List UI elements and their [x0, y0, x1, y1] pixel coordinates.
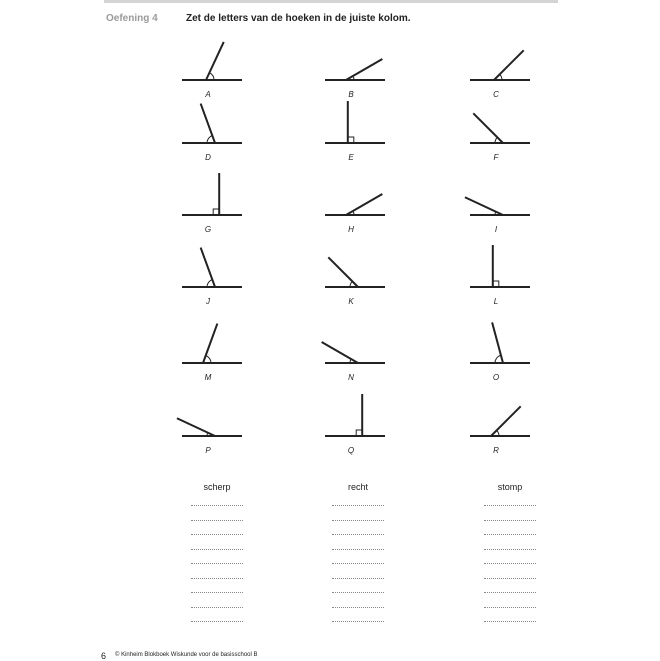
angle-p: [172, 386, 252, 442]
angle-r: [460, 386, 540, 442]
answer-line[interactable]: [191, 578, 243, 579]
angle-ray: [346, 194, 382, 215]
answer-line[interactable]: [191, 534, 243, 535]
angle-letter: B: [348, 90, 354, 99]
answer-line[interactable]: [332, 578, 384, 579]
angle-c: [460, 30, 540, 86]
angle-letter: I: [494, 225, 498, 234]
angle-figure: [315, 30, 395, 86]
angle-arc-marker: [207, 135, 212, 143]
answer-line[interactable]: [484, 578, 536, 579]
angle-ray: [465, 197, 503, 215]
answer-line[interactable]: [332, 592, 384, 593]
angle-h: [315, 165, 395, 221]
angle-ray: [328, 257, 358, 287]
angle-ray: [203, 324, 217, 363]
angle-ray: [346, 59, 382, 80]
angle-letter: N: [348, 373, 354, 382]
angle-letter: D: [205, 153, 211, 162]
angle-arc-marker: [207, 279, 212, 287]
answer-line[interactable]: [191, 505, 243, 506]
top-rule: [104, 0, 558, 3]
angle-letter: L: [493, 297, 499, 306]
column-header-recht: recht: [347, 482, 369, 492]
angle-letter: O: [492, 373, 500, 382]
answer-line[interactable]: [332, 520, 384, 521]
answer-line[interactable]: [332, 563, 384, 564]
answer-line[interactable]: [332, 607, 384, 608]
angle-arc-marker: [495, 355, 501, 363]
answer-line[interactable]: [332, 621, 384, 622]
angle-letter: C: [493, 90, 499, 99]
angle-ray: [494, 50, 524, 80]
answer-line[interactable]: [191, 621, 243, 622]
answer-line[interactable]: [484, 549, 536, 550]
angle-figure: [460, 386, 540, 442]
answer-line[interactable]: [332, 534, 384, 535]
answer-line[interactable]: [191, 592, 243, 593]
angle-f: [460, 93, 540, 149]
answer-line[interactable]: [484, 534, 536, 535]
angle-figure: [460, 237, 540, 293]
angle-n: [315, 313, 395, 369]
angle-d: [172, 93, 252, 149]
answer-line[interactable]: [484, 505, 536, 506]
angle-i: [460, 165, 540, 221]
angle-figure: [172, 165, 252, 221]
angle-letter: P: [205, 446, 211, 455]
answer-line[interactable]: [484, 592, 536, 593]
angle-l: [460, 237, 540, 293]
angle-q: [315, 386, 395, 442]
angle-figure: [172, 386, 252, 442]
angle-a: [172, 30, 252, 86]
angle-letter: M: [204, 373, 212, 382]
angle-letter: Q: [347, 446, 355, 455]
angle-letter: J: [206, 297, 210, 306]
angle-ray: [177, 418, 215, 436]
angle-figure: [172, 237, 252, 293]
angle-figure: [315, 313, 395, 369]
angle-arc-marker: [206, 355, 211, 363]
angle-letter: R: [493, 446, 499, 455]
angle-ray: [473, 113, 503, 143]
angle-g: [172, 165, 252, 221]
angle-figure: [172, 93, 252, 149]
angle-letter: K: [348, 297, 354, 306]
angle-figure: [315, 93, 395, 149]
angle-ray: [322, 342, 358, 363]
angle-ray: [201, 248, 215, 287]
answer-line[interactable]: [484, 607, 536, 608]
angle-arc-marker: [209, 73, 214, 80]
angle-figure: [460, 30, 540, 86]
column-header-scherp: scherp: [203, 482, 231, 492]
answer-line[interactable]: [191, 563, 243, 564]
answer-line[interactable]: [332, 505, 384, 506]
answer-line[interactable]: [332, 549, 384, 550]
angle-figure: [172, 313, 252, 369]
answer-line[interactable]: [484, 621, 536, 622]
angle-ray: [206, 42, 224, 80]
column-header-stomp: stomp: [497, 482, 523, 492]
angle-o: [460, 313, 540, 369]
angle-figure: [315, 237, 395, 293]
angle-k: [315, 237, 395, 293]
angle-b: [315, 30, 395, 86]
angle-letter: G: [204, 225, 212, 234]
angle-m: [172, 313, 252, 369]
angle-ray: [491, 406, 521, 436]
angle-figure: [460, 165, 540, 221]
angle-figure: [172, 30, 252, 86]
answer-line[interactable]: [484, 520, 536, 521]
angle-figure: [315, 165, 395, 221]
answer-line[interactable]: [191, 549, 243, 550]
answer-line[interactable]: [484, 563, 536, 564]
angle-figure: [460, 93, 540, 149]
answer-line[interactable]: [191, 520, 243, 521]
angle-letter: F: [493, 153, 499, 162]
angle-letter: H: [348, 225, 354, 234]
angle-j: [172, 237, 252, 293]
angle-e: [315, 93, 395, 149]
exercise-instruction: Zet de letters van de hoeken in de juiste kolom.: [186, 13, 411, 24]
angle-letter: E: [348, 153, 354, 162]
angle-figure: [315, 386, 395, 442]
page-number: 6: [101, 651, 107, 661]
angle-letter: A: [205, 90, 211, 99]
angle-ray: [201, 104, 215, 143]
angle-figure: [460, 313, 540, 369]
exercise-label: Oefening 4: [106, 13, 158, 24]
answer-line[interactable]: [191, 607, 243, 608]
footer-credit: © Kinheim Blokboek Wiskunde voor de basisschool B: [115, 652, 258, 658]
